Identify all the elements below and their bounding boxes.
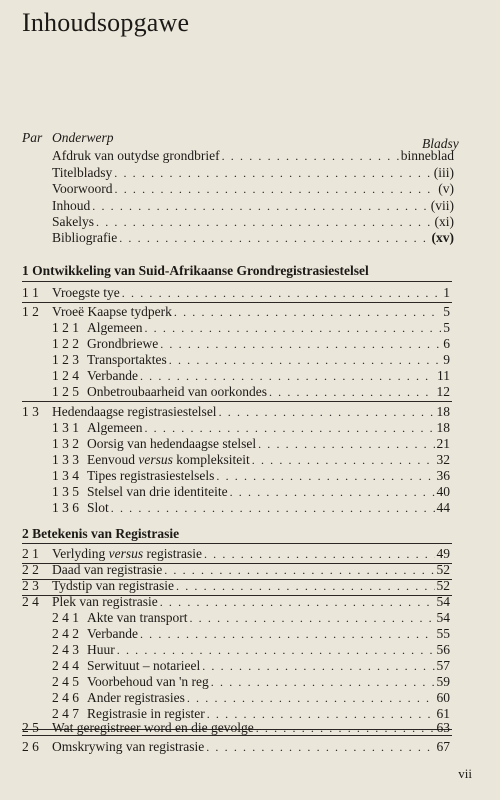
leader-dots <box>211 675 435 690</box>
leader-dots <box>140 369 435 384</box>
divider-rule <box>22 543 452 544</box>
toc-entry <box>52 404 450 420</box>
divider-rule <box>22 401 452 402</box>
entry-page: 63 <box>436 720 450 735</box>
entry-number: 2 4 <box>22 594 39 609</box>
leader-dots <box>169 353 442 368</box>
entry-page: (iii) <box>433 165 454 180</box>
entry-number: 2 4 2 <box>52 626 79 641</box>
entry-page: 40 <box>436 484 450 499</box>
divider-rule <box>22 281 452 282</box>
toc-entry <box>52 578 450 594</box>
entry-page: (xi) <box>434 214 454 229</box>
entry-label: Titelbladsy <box>52 165 113 180</box>
entry-label: Akte van transport <box>87 610 188 625</box>
entry-page: 18 <box>436 404 450 419</box>
entry-label: Plek van registrasie <box>52 594 158 609</box>
toc-entry <box>52 304 450 320</box>
leader-dots <box>96 215 433 230</box>
leader-dots <box>216 469 434 484</box>
entry-label: Verbande <box>87 368 138 383</box>
toc-entry <box>52 720 450 736</box>
entry-page: 59 <box>436 674 450 689</box>
leader-dots <box>114 166 431 181</box>
entry-page: 57 <box>436 658 450 673</box>
toc-entry <box>87 336 450 352</box>
entry-number: 2 4 6 <box>52 690 79 705</box>
entry-page: 1 <box>443 285 450 300</box>
entry-label: Afdruk van outydse grondbrief <box>52 148 220 163</box>
leader-dots <box>252 453 435 468</box>
leader-dots <box>206 740 434 755</box>
entry-label: Voorwoord <box>52 181 113 196</box>
entry-page: binneblad <box>400 148 454 163</box>
toc-entry <box>87 368 450 384</box>
leader-dots <box>140 627 435 642</box>
entry-page: 36 <box>436 468 450 483</box>
leader-dots <box>269 385 435 400</box>
entry-page: (v) <box>438 181 454 196</box>
toc-entry <box>87 420 450 436</box>
entry-number: 2 4 7 <box>52 706 79 721</box>
leader-dots <box>187 691 435 706</box>
entry-page: (vii) <box>430 198 454 213</box>
entry-label: Stelsel van drie identiteite <box>87 484 228 499</box>
page-number: vii <box>458 766 472 781</box>
entry-page: 60 <box>436 690 450 705</box>
leader-dots <box>258 437 434 452</box>
entry-label: Oorsig van hedendaagse stelsel <box>87 436 257 451</box>
entry-label: Vroeë Kaapse tydperk <box>52 304 172 319</box>
toc-entry <box>87 690 450 706</box>
entry-page: 54 <box>436 594 450 609</box>
entry-number: 1 3 6 <box>52 500 79 515</box>
leader-dots <box>219 405 435 420</box>
toc-entry <box>52 165 454 181</box>
entry-label <box>52 546 202 561</box>
entry-label: Slot <box>87 500 109 515</box>
entry-label: Daad van registrasie <box>52 562 163 577</box>
entry-page: 9 <box>443 352 450 367</box>
entry-label: Tipes registrasiestelsels <box>87 468 215 483</box>
leader-dots <box>160 595 435 610</box>
leader-dots <box>144 421 434 436</box>
entry-number: 2 3 <box>22 578 39 593</box>
entry-label-part: registrasie <box>143 546 202 561</box>
toc-entry <box>52 739 450 755</box>
entry-label: Omskrywing van registrasie <box>52 739 205 754</box>
entry-number: 2 4 5 <box>52 674 79 689</box>
entry-label-part: Verlyding <box>52 546 109 561</box>
entry-number: 1 2 1 <box>52 320 79 335</box>
toc-entry <box>87 658 450 674</box>
page-title: Inhoudsopgawe <box>22 8 190 37</box>
entry-label: Onbetroubaarheid van oorkondes <box>87 384 267 399</box>
entry-page: 21 <box>436 436 450 451</box>
entry-label: Huur <box>87 642 115 657</box>
toc-entry <box>87 320 450 336</box>
toc-entry <box>87 610 450 626</box>
entry-number: 2 2 <box>22 562 39 577</box>
leader-dots <box>202 659 434 674</box>
leader-dots <box>222 149 399 164</box>
leader-dots <box>111 501 435 516</box>
entry-page: 52 <box>436 562 450 577</box>
par-column-head: Par <box>22 130 43 145</box>
toc-entry <box>52 285 450 301</box>
leader-dots <box>92 199 429 214</box>
toc-entry <box>87 626 450 642</box>
entry-label-part: Eenvoud <box>87 452 139 467</box>
entry-label: Verbande <box>87 626 138 641</box>
entry-number: 1 3 2 <box>52 436 79 451</box>
entry-page: 54 <box>436 610 450 625</box>
entry-label: Ander registrasies <box>87 690 185 705</box>
entry-label: Transportaktes <box>87 352 167 367</box>
entry-page: 18 <box>436 420 450 435</box>
entry-number: 2 4 4 <box>52 658 79 673</box>
entry-number: 1 2 4 <box>52 368 79 383</box>
entry-page: 11 <box>437 368 450 383</box>
toc-entry <box>87 384 450 400</box>
entry-number: 2 4 3 <box>52 642 79 657</box>
toc-entry <box>52 230 454 246</box>
toc-entry <box>87 452 450 468</box>
entry-number: 2 6 <box>22 739 39 754</box>
entry-page: 49 <box>436 546 450 561</box>
leader-dots <box>176 579 434 594</box>
entry-label: Voorbehoud van 'n reg <box>87 674 209 689</box>
onderwerp-column-head: Onderwerp <box>52 130 114 145</box>
toc-entry <box>52 214 454 230</box>
entry-page: 12 <box>436 384 450 399</box>
entry-page: 44 <box>436 500 450 515</box>
divider-rule <box>22 302 452 303</box>
entry-number: 2 4 1 <box>52 610 79 625</box>
entry-label: Hedendaagse registrasiestelsel <box>52 404 217 419</box>
entry-page: 5 <box>443 304 450 319</box>
entry-number: 1 2 <box>22 304 39 319</box>
toc-entry <box>87 484 450 500</box>
entry-label: Wat geregistreer word en die gevolge <box>52 720 254 735</box>
bladsy-column-head: Bladsy <box>422 136 459 151</box>
chapter-1-title: 1 Ontwikkeling van Suid-Afrikaanse Grondregistrasiestelsel <box>22 263 369 278</box>
entry-number: 1 3 4 <box>52 468 79 483</box>
entry-number: 1 2 5 <box>52 384 79 399</box>
entry-number: 1 3 <box>22 404 39 419</box>
entry-label: Serwituut – notarieel <box>87 658 201 673</box>
toc-entry <box>52 546 450 562</box>
entry-page: 61 <box>436 706 450 721</box>
entry-page: 32 <box>436 452 450 467</box>
divider-rule <box>22 735 452 736</box>
entry-page: 6 <box>443 336 450 351</box>
entry-page: 5 <box>443 320 450 335</box>
entry-page: (xv) <box>431 230 454 245</box>
entry-label: Algemeen <box>87 320 143 335</box>
leader-dots <box>189 611 434 626</box>
entry-number: 2 5 <box>22 720 39 735</box>
entry-page: 67 <box>436 739 450 754</box>
toc-entry <box>87 642 450 658</box>
chapter-2-title: 2 Betekenis van Registrasie <box>22 526 180 541</box>
leader-dots <box>256 721 435 736</box>
entry-number: 1 2 3 <box>52 352 79 367</box>
entry-page: 55 <box>436 626 450 641</box>
entry-label: Inhoud <box>52 198 91 213</box>
entry-page: 52 <box>436 578 450 593</box>
toc-entry <box>52 181 454 197</box>
entry-label: Grondbriewe <box>87 336 159 351</box>
entry-number: 1 3 3 <box>52 452 79 467</box>
toc-entry <box>52 148 454 164</box>
toc-entry <box>87 674 450 690</box>
entry-number: 1 1 <box>22 285 39 300</box>
leader-dots <box>230 485 435 500</box>
entry-label: Tydstip van registrasie <box>52 578 175 593</box>
toc-entry <box>87 500 450 516</box>
leader-dots <box>204 547 435 562</box>
entry-label: Vroegste tye <box>52 285 120 300</box>
entry-label: Bibliografie <box>52 230 118 245</box>
entry-label-italic: versus <box>138 452 173 467</box>
entry-label: Algemeen <box>87 420 143 435</box>
leader-dots <box>164 563 434 578</box>
toc-entry <box>87 468 450 484</box>
entry-number: 1 3 5 <box>52 484 79 499</box>
entry-number: 1 3 1 <box>52 420 79 435</box>
leader-dots <box>122 286 441 301</box>
entry-number: 2 1 <box>22 546 39 561</box>
leader-dots <box>160 337 441 352</box>
toc-entry <box>52 198 454 214</box>
leader-dots <box>174 305 441 320</box>
entry-page: 56 <box>436 642 450 657</box>
toc-entry <box>52 562 450 578</box>
leader-dots <box>119 231 429 246</box>
leader-dots <box>115 182 437 197</box>
leader-dots <box>144 321 441 336</box>
entry-label: Registrasie in register <box>87 706 205 721</box>
toc-entry <box>87 352 450 368</box>
toc-entry <box>52 594 450 610</box>
entry-label: Sakelys <box>52 214 94 229</box>
entry-number: 1 2 2 <box>52 336 79 351</box>
entry-label <box>87 452 250 467</box>
toc-entry <box>87 436 450 452</box>
entry-label-part: kompleksiteit <box>172 452 250 467</box>
leader-dots <box>117 643 435 658</box>
entry-label-italic: versus <box>108 546 144 561</box>
